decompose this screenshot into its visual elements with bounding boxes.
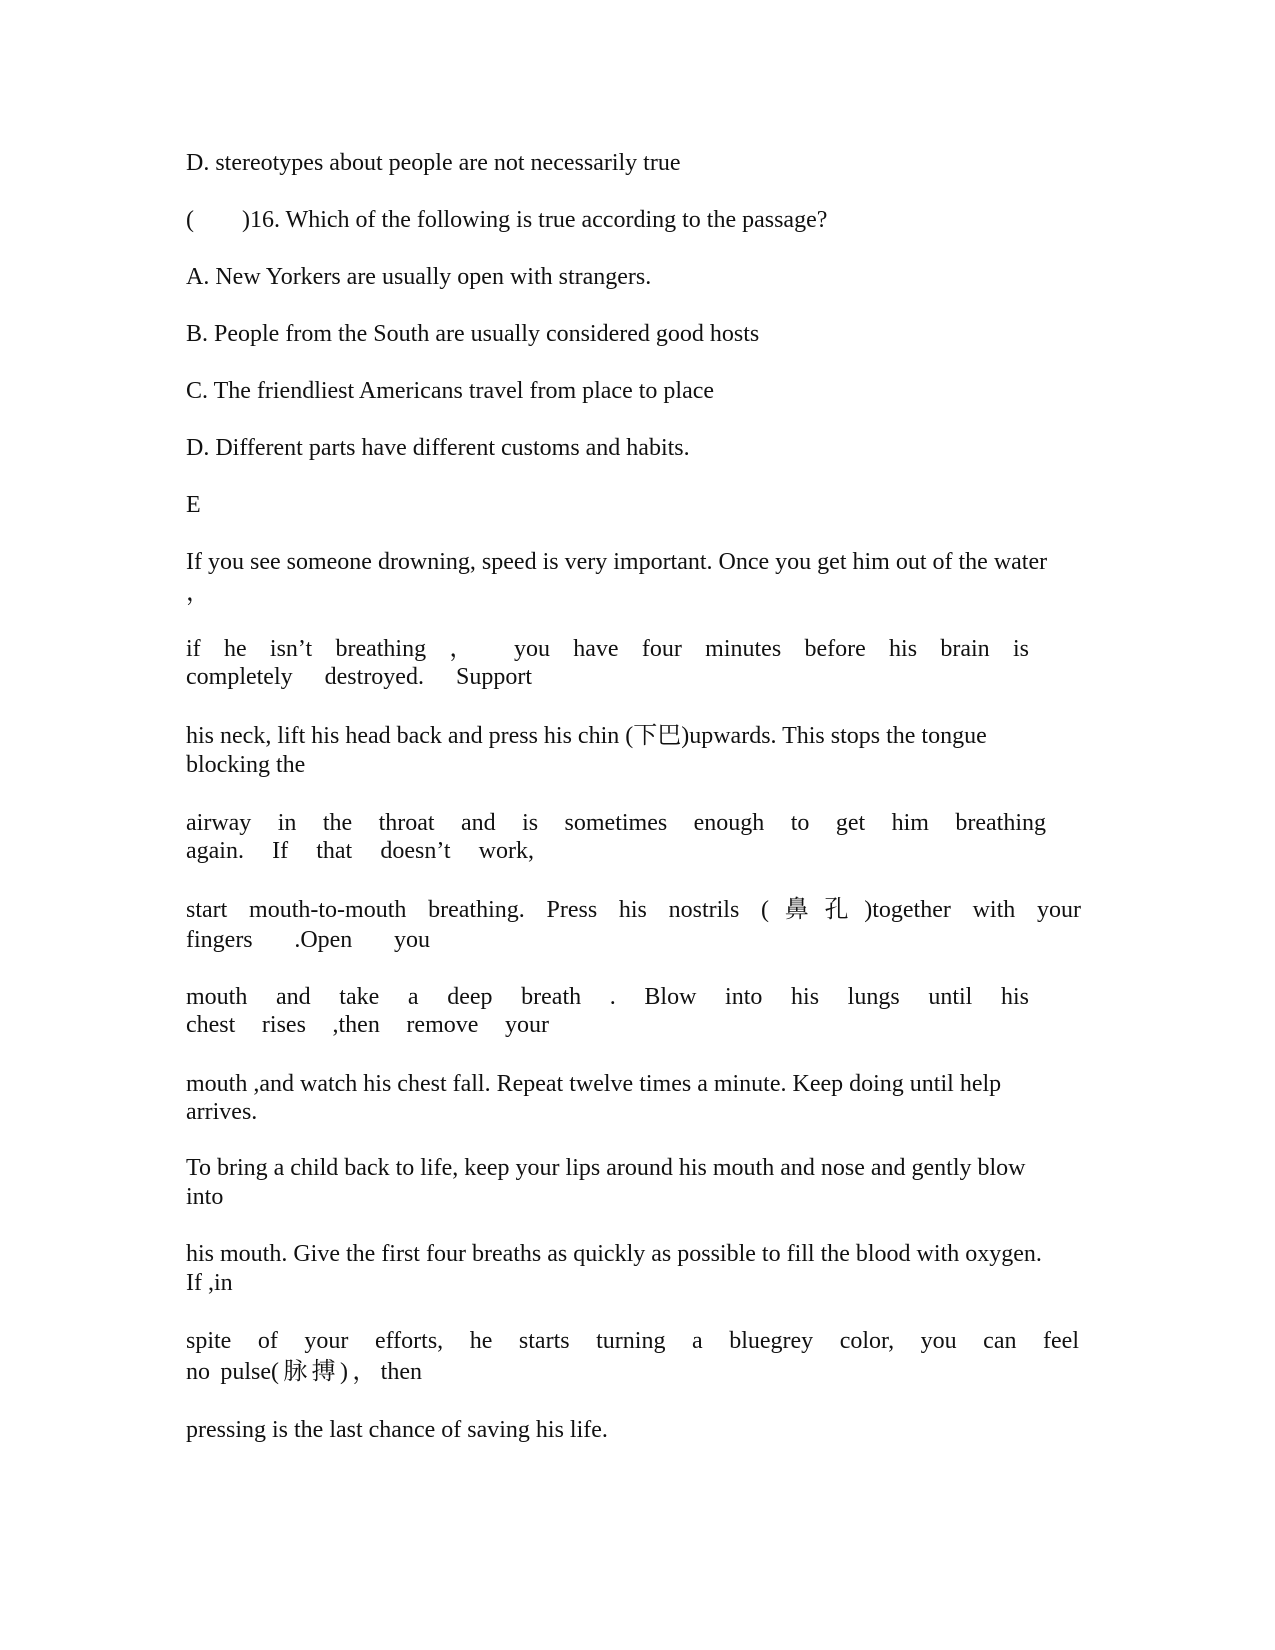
- q16-option-a: A. New Yorkers are usually open with strangers.: [186, 264, 652, 290]
- passage-line: blocking the: [186, 752, 306, 778]
- passage-line: if he isn’t breathing ， you have four minutes before his brain is: [186, 636, 1029, 662]
- passage-line: fingers .Open you: [186, 927, 430, 953]
- section-e-heading: E: [186, 492, 201, 518]
- passage-line: airway in the throat and is sometimes enough to get him breathing: [186, 810, 1046, 836]
- passage-line: mouth and take a deep breath . Blow into his lungs until his: [186, 984, 1029, 1010]
- passage-line: arrives.: [186, 1099, 258, 1125]
- q16-question-text: )16. Which of the following is true according to the passage?: [242, 207, 828, 233]
- passage-line: no pulse(脉搏)，then: [186, 1359, 422, 1385]
- passage-line: ，: [186, 580, 210, 606]
- passage-line: pressing is the last chance of saving his life.: [186, 1417, 608, 1443]
- q16-option-d: D. Different parts have different customs and habits.: [186, 435, 690, 461]
- q16-option-c: C. The friendliest Americans travel from place to place: [186, 378, 715, 404]
- passage-line: his neck, lift his head back and press his chin (下巴)upwards. This stops the tongue: [186, 723, 987, 749]
- passage-line: into: [186, 1184, 224, 1210]
- passage-line: his mouth. Give the first four breaths as quickly as possible to fill the blood with oxygen.: [186, 1241, 1042, 1267]
- answer-bracket-open: (: [186, 207, 194, 233]
- passage-line: To bring a child back to life, keep your lips around his mouth and nose and gently blow: [186, 1155, 1026, 1181]
- passage-line: again. If that doesn’t work,: [186, 838, 534, 864]
- passage-line: spite of your efforts, he starts turning a bluegrey color, you can feel: [186, 1328, 1079, 1354]
- passage-line: If ,in: [186, 1270, 233, 1296]
- passage-line: completely destroyed. Support: [186, 664, 532, 690]
- passage-line: mouth ,and watch his chest fall. Repeat twelve times a minute. Keep doing until help: [186, 1071, 1002, 1097]
- q16-option-b: B. People from the South are usually considered good hosts: [186, 321, 760, 347]
- passage-line: start mouth-to-mouth breathing. Press his nostrils (鼻孔)together with your: [186, 897, 1081, 923]
- q16-stem: [186, 205, 1081, 235]
- passage-line: chest rises ,then remove your: [186, 1012, 549, 1038]
- passage-line: If you see someone drowning, speed is very important. Once you get him out of the water: [186, 549, 1048, 575]
- q15-option-d: D. stereotypes about people are not necessarily true: [186, 150, 681, 176]
